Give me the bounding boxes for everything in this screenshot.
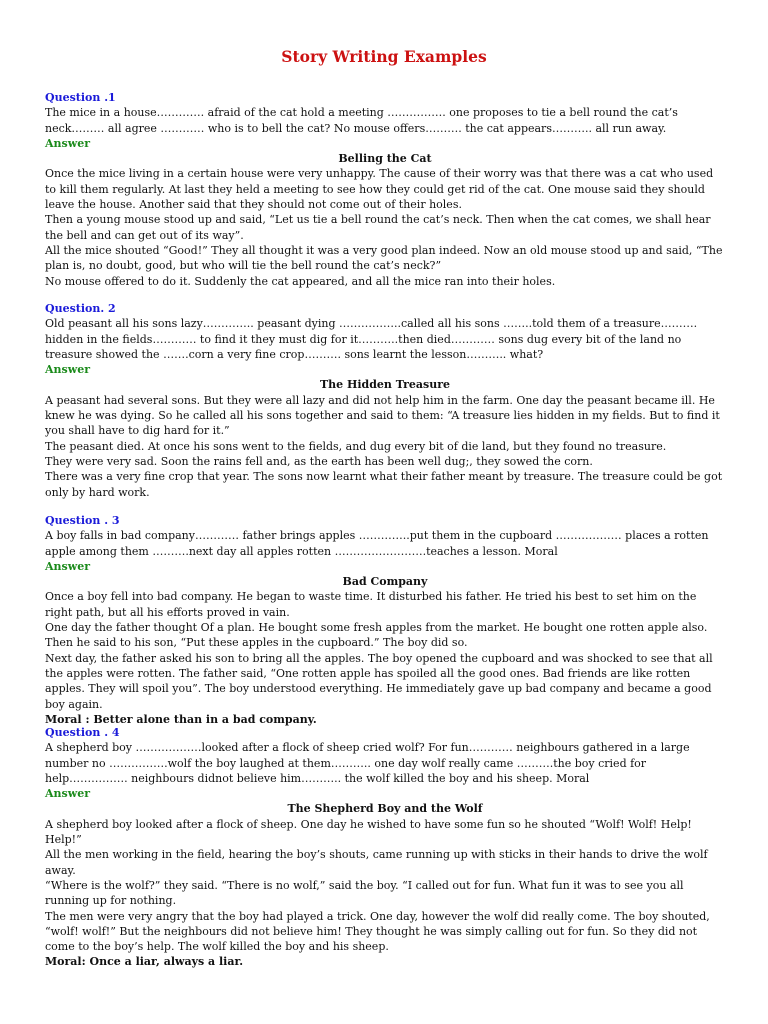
story-1-paragraph: Then a young mouse stood up and said, “Let us tie a bell round the cat’s neck. Then when the cat comes, we shall hear the bell and can get out of its way”. [45,213,711,242]
story-1-title: Belling the Cat [338,152,432,166]
story-4-paragraph: A shepherd boy looked after a flock of sheep. One day he wished to have some fun so he shouted “Wolf! Wolf! Help! Help!” [45,817,692,847]
story-4-paragraph: “Where is the wolf?” they said. “There is no wolf,” said the boy. “I called out for fun. What fun it was to see you all running up for nothing. [45,878,684,908]
question-4-prompt: A shepherd boy ………………looked after a flock of sheep cried wolf? For fun………… neighbours gathered in a large number no …………….wolf the boy laughed at them……….. one day wolf really came ……….the boy cried for help……………. neighbours didnot believe him……….. the wolf killed the boy and his sheep. Moral [45,741,690,785]
question-3-label: Question . 3 [45,514,120,527]
story-2-paragraph: They were very sad. Soon the rains fell and, as the earth has been well dug;, they sowed the corn. [45,454,593,468]
story-3-paragraph: Next day, the father asked his son to bring all the apples. The boy opened the cupboard and was shocked to see that all the apples were rotten. The father said, “One rotten apple has spoiled all the good ones. Bad friends are like rotten apples. They will spoil you”. The boy understood everything. He immediately gave up bad company and became a good boy again. [45,651,713,711]
answer-3-label: Answer [45,559,90,573]
story-3-title: Bad Company [342,575,428,589]
answer-4-label: Answer [45,787,90,801]
story-4-moral: Moral: Once a liar, always a liar. [45,955,244,969]
question-1-section [45,90,725,289]
story-3-paragraph: Once a boy fell into bad company. He began to waste time. It disturbed his father. He tried his best to set him on the right path, but all his efforts proved in vain. [45,590,697,619]
question-4-label: Question . 4 [45,726,120,739]
story-4-paragraph: All the men working in the field, hearing the boy’s shouts, came running up with sticks in their hands to drive the wolf away. [45,848,708,877]
story-2-title: The Hidden Treasure [319,378,451,392]
story-2-paragraph: A peasant had several sons. But they were all lazy and did not help him in the farm. One day the peasant became ill. He knew he was dying. So he called all his sons together and said to them: “A treasure lies hidden in my fields. But to find it you shall have to dig hard for it.” [45,393,720,438]
question-2-section [45,301,725,500]
story-1-paragraph: All the mice shouted “Good!” They all thought it was a very good plan indeed. Now an old mouse stood up and said, “The plan is, no doubt, good, but who will tie the bell round the cat’s neck?” [45,243,723,273]
story-3-moral: Moral : Better alone than in a bad company. [45,712,317,726]
question-4-section [45,725,725,970]
question-2-prompt: Old peasant all his sons lazy………….. peasant dying ……………..called all his sons ……..told them of a treasure………. hidden in the fields………… to find it they must dig for it………..then died………… sons dug every bit of the land no treasure showed the …….corn a very fine crop………. sons learnt the lesson……….. what? [45,317,698,361]
question-2-label: Question. 2 [45,302,116,315]
question-3-prompt: A boy falls in bad company………… father brings apples …………..put them in the cupboard ……………… places a rotten apple among them ……….next day all apples rotten …………………….teaches a lesson. Moral [45,529,709,558]
answer-1-label: Answer [45,136,90,150]
story-4-paragraph: The men were very angry that the boy had played a trick. One day, however the wolf did really come. The boy shouted, “wolf! wolf!” But the neighbours did not believe him! They thought he was simply calling out for fun. So they did not come to the boy’s help. The wolf killed the boy and his sheep. [45,909,710,954]
story-2-paragraph: There was a very fine crop that year. The sons now learnt what their father meant by treasure. The treasure could be got only by hard work. [45,470,723,499]
answer-2-label: Answer [45,363,90,377]
story-4-title: The Shepherd Boy and the Wolf [287,802,483,816]
story-1-paragraph: No mouse offered to do it. Suddenly the cat appeared, and all the mice ran into their holes. [45,274,556,288]
story-2-paragraph: The peasant died. At once his sons went to the fields, and dug every bit of die land, but they found no treasure. [45,439,667,453]
question-3-section [45,513,725,727]
question-1-label: Question .1 [45,91,116,104]
story-1-paragraph: Once the mice living in a certain house were very unhappy. The cause of their worry was that there was a cat who used to kill them regularly. At last they held a meeting to see how they could get rid of the cat. One mouse said they should leave the house. Another said that they should not come out of their holes. [45,167,714,212]
page-title: Story Writing Examples [281,47,487,66]
question-1-prompt: The mice in a house…………. afraid of the cat hold a meeting ……………. one proposes to tie a bell round the cat’s neck……… all agree ………… who is to bell the cat? No mouse offers………. the cat appears……….. all run away. [45,106,678,135]
story-3-paragraph: One day the father thought Of a plan. He bought some fresh apples from the market. He bought one rotten apple also. Then he said to his son, “Put these apples in the cupboard.” The boy did so. [45,621,708,650]
